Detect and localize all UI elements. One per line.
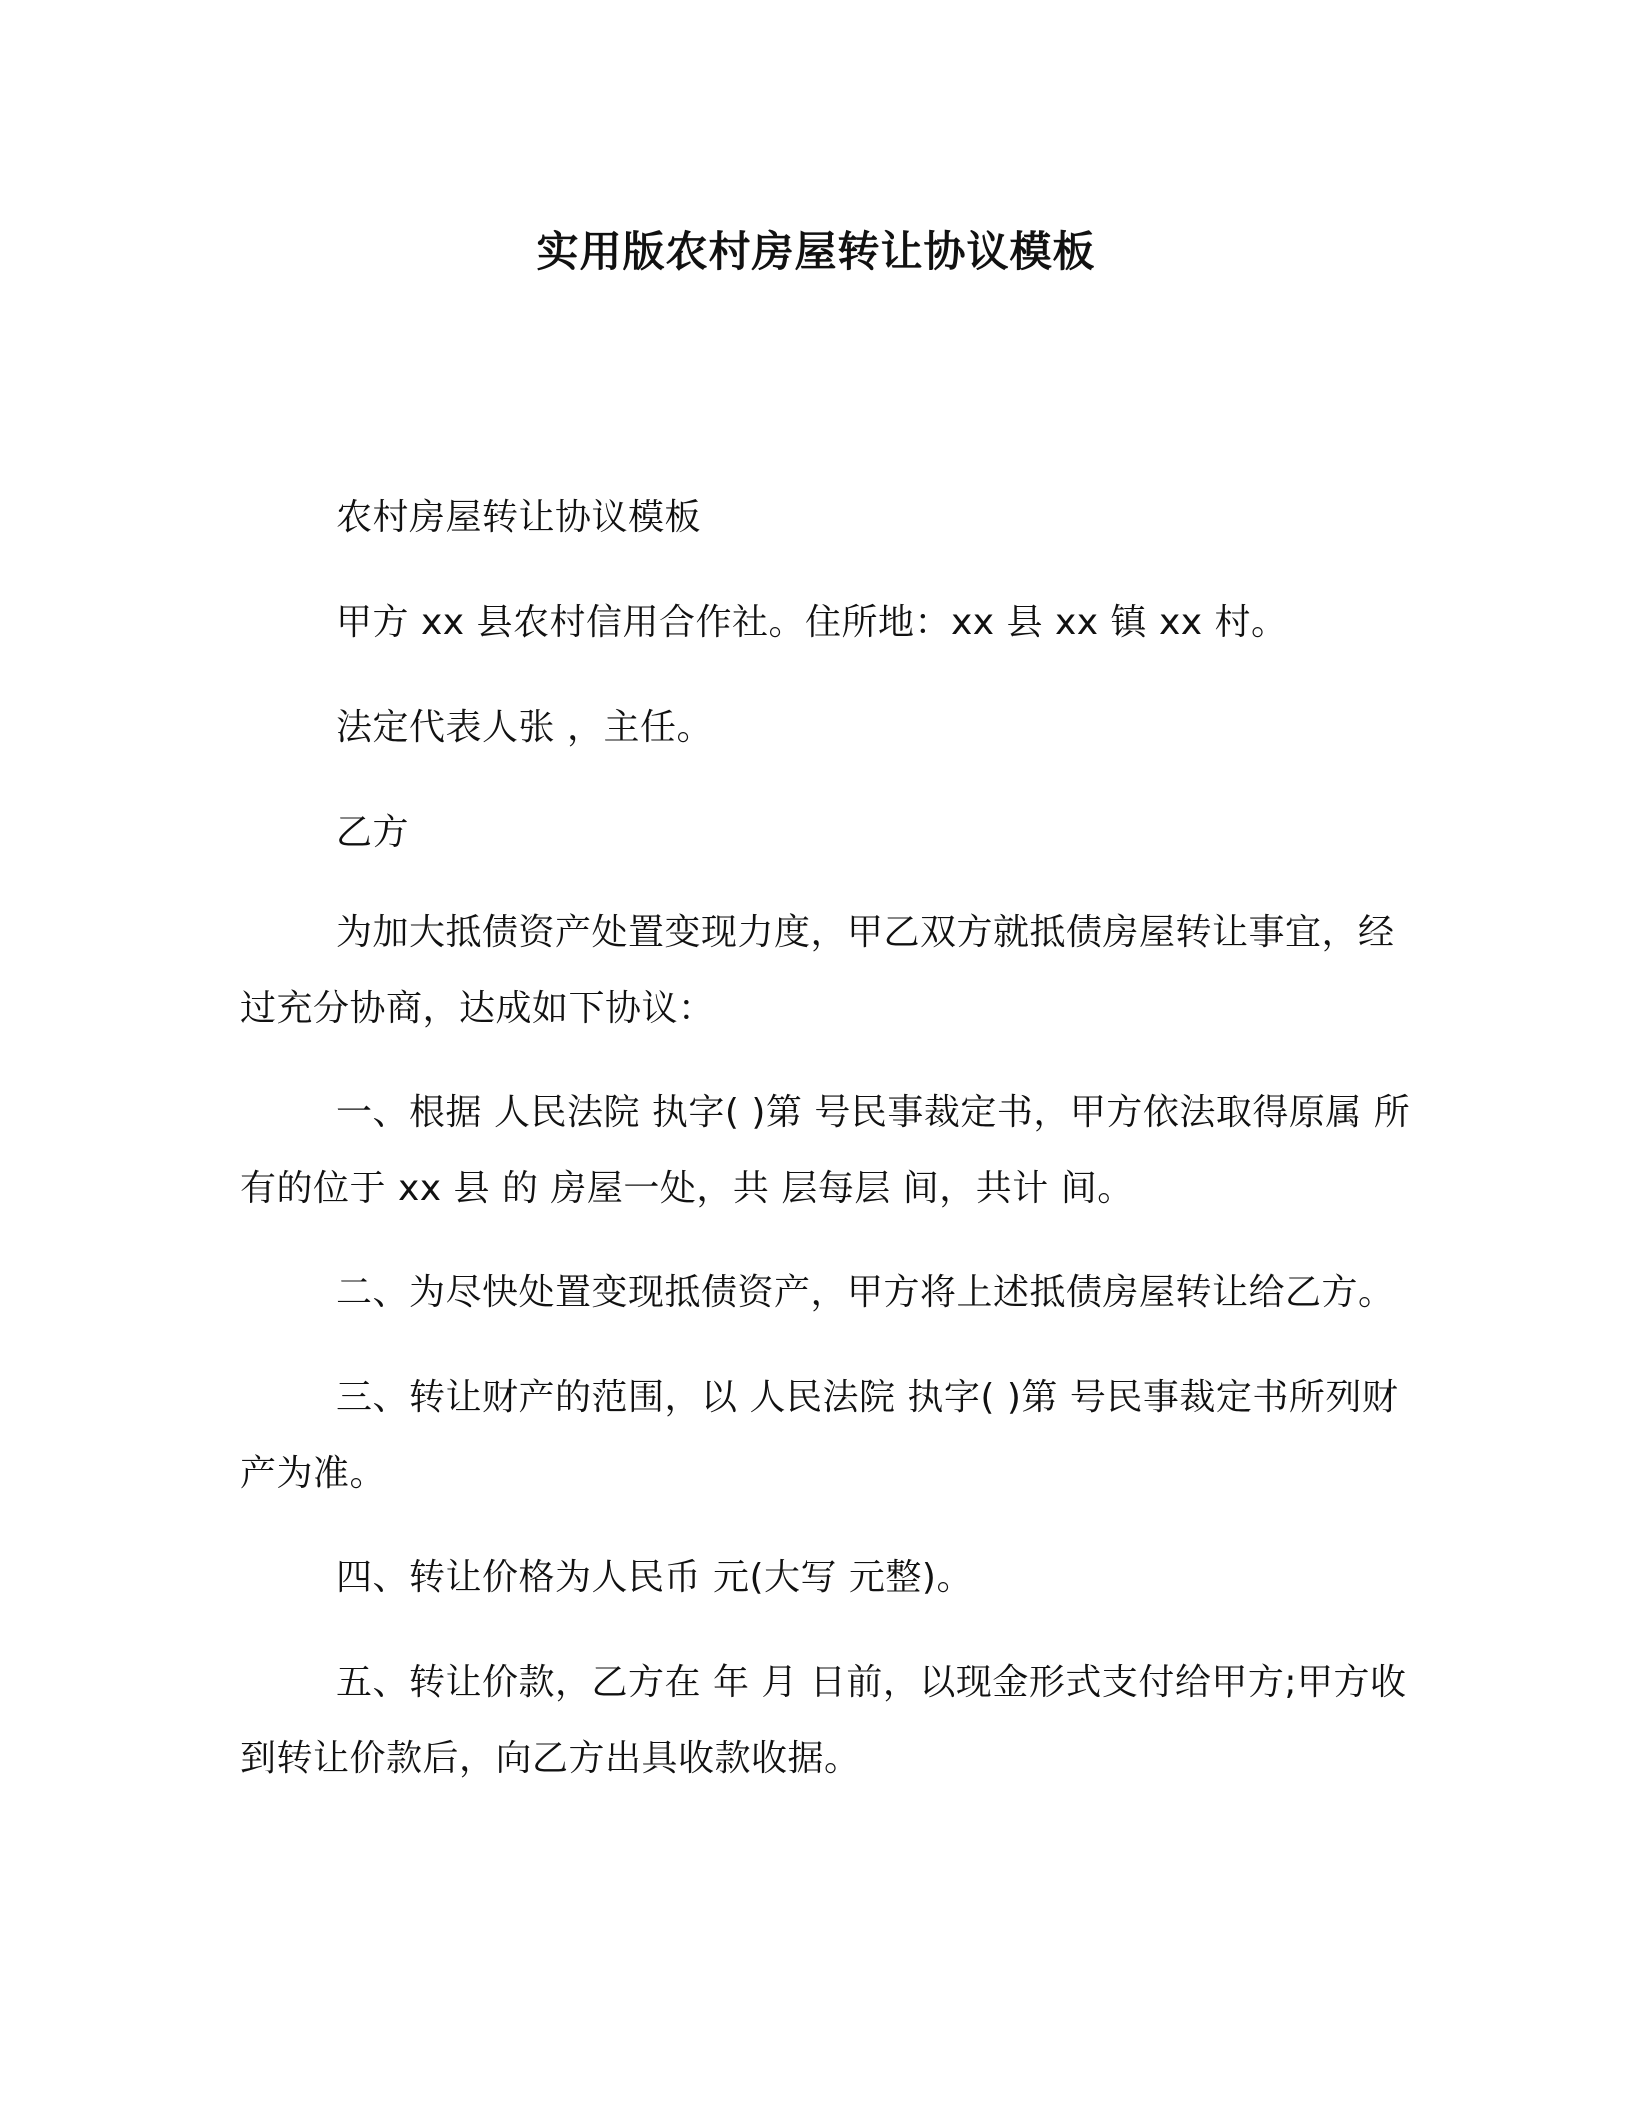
- paragraph-clause-1: 一、根据 人民法院 执字( )第 号民事裁定书，甲方依法取得原属 所有的位于 xx 县 的 房屋一处，共 层每层 间，共计 间。: [240, 1092, 1411, 1209]
- paragraph-party-b: 乙方: [336, 812, 410, 853]
- paragraph-clause-2: 二、为尽快处置变现抵债资产，甲方将上述抵债房屋转让给乙方。: [336, 1272, 1395, 1313]
- paragraph-clause-5: 五、转让价款，乙方在 年 月 日前，以现金形式支付给甲方;甲方收到转让价款后，向乙方出具收款收据。: [240, 1662, 1407, 1779]
- paragraph-clause-4: 四、转让价格为人民币 元(大写 元整)。: [336, 1557, 973, 1598]
- paragraph-party-a: 甲方 xx 县农村信用合作社。住所地：xx 县 xx 镇 xx 村。: [336, 602, 1288, 643]
- paragraph-subtitle: 农村房屋转让协议模板: [336, 497, 702, 538]
- paragraph-legal-rep: 法定代表人张 ，主任。: [336, 707, 713, 748]
- paragraph-clause-3: 三、转让财产的范围，以 人民法院 执字( )第 号民事裁定书所列财产为准。: [240, 1377, 1399, 1494]
- paragraph-intro: 为加大抵债资产处置变现力度，甲乙双方就抵债房屋转让事宜，经过充分协商，达成如下协议：: [240, 912, 1395, 1029]
- document-title: 实用版农村房屋转让协议模板: [536, 227, 1096, 276]
